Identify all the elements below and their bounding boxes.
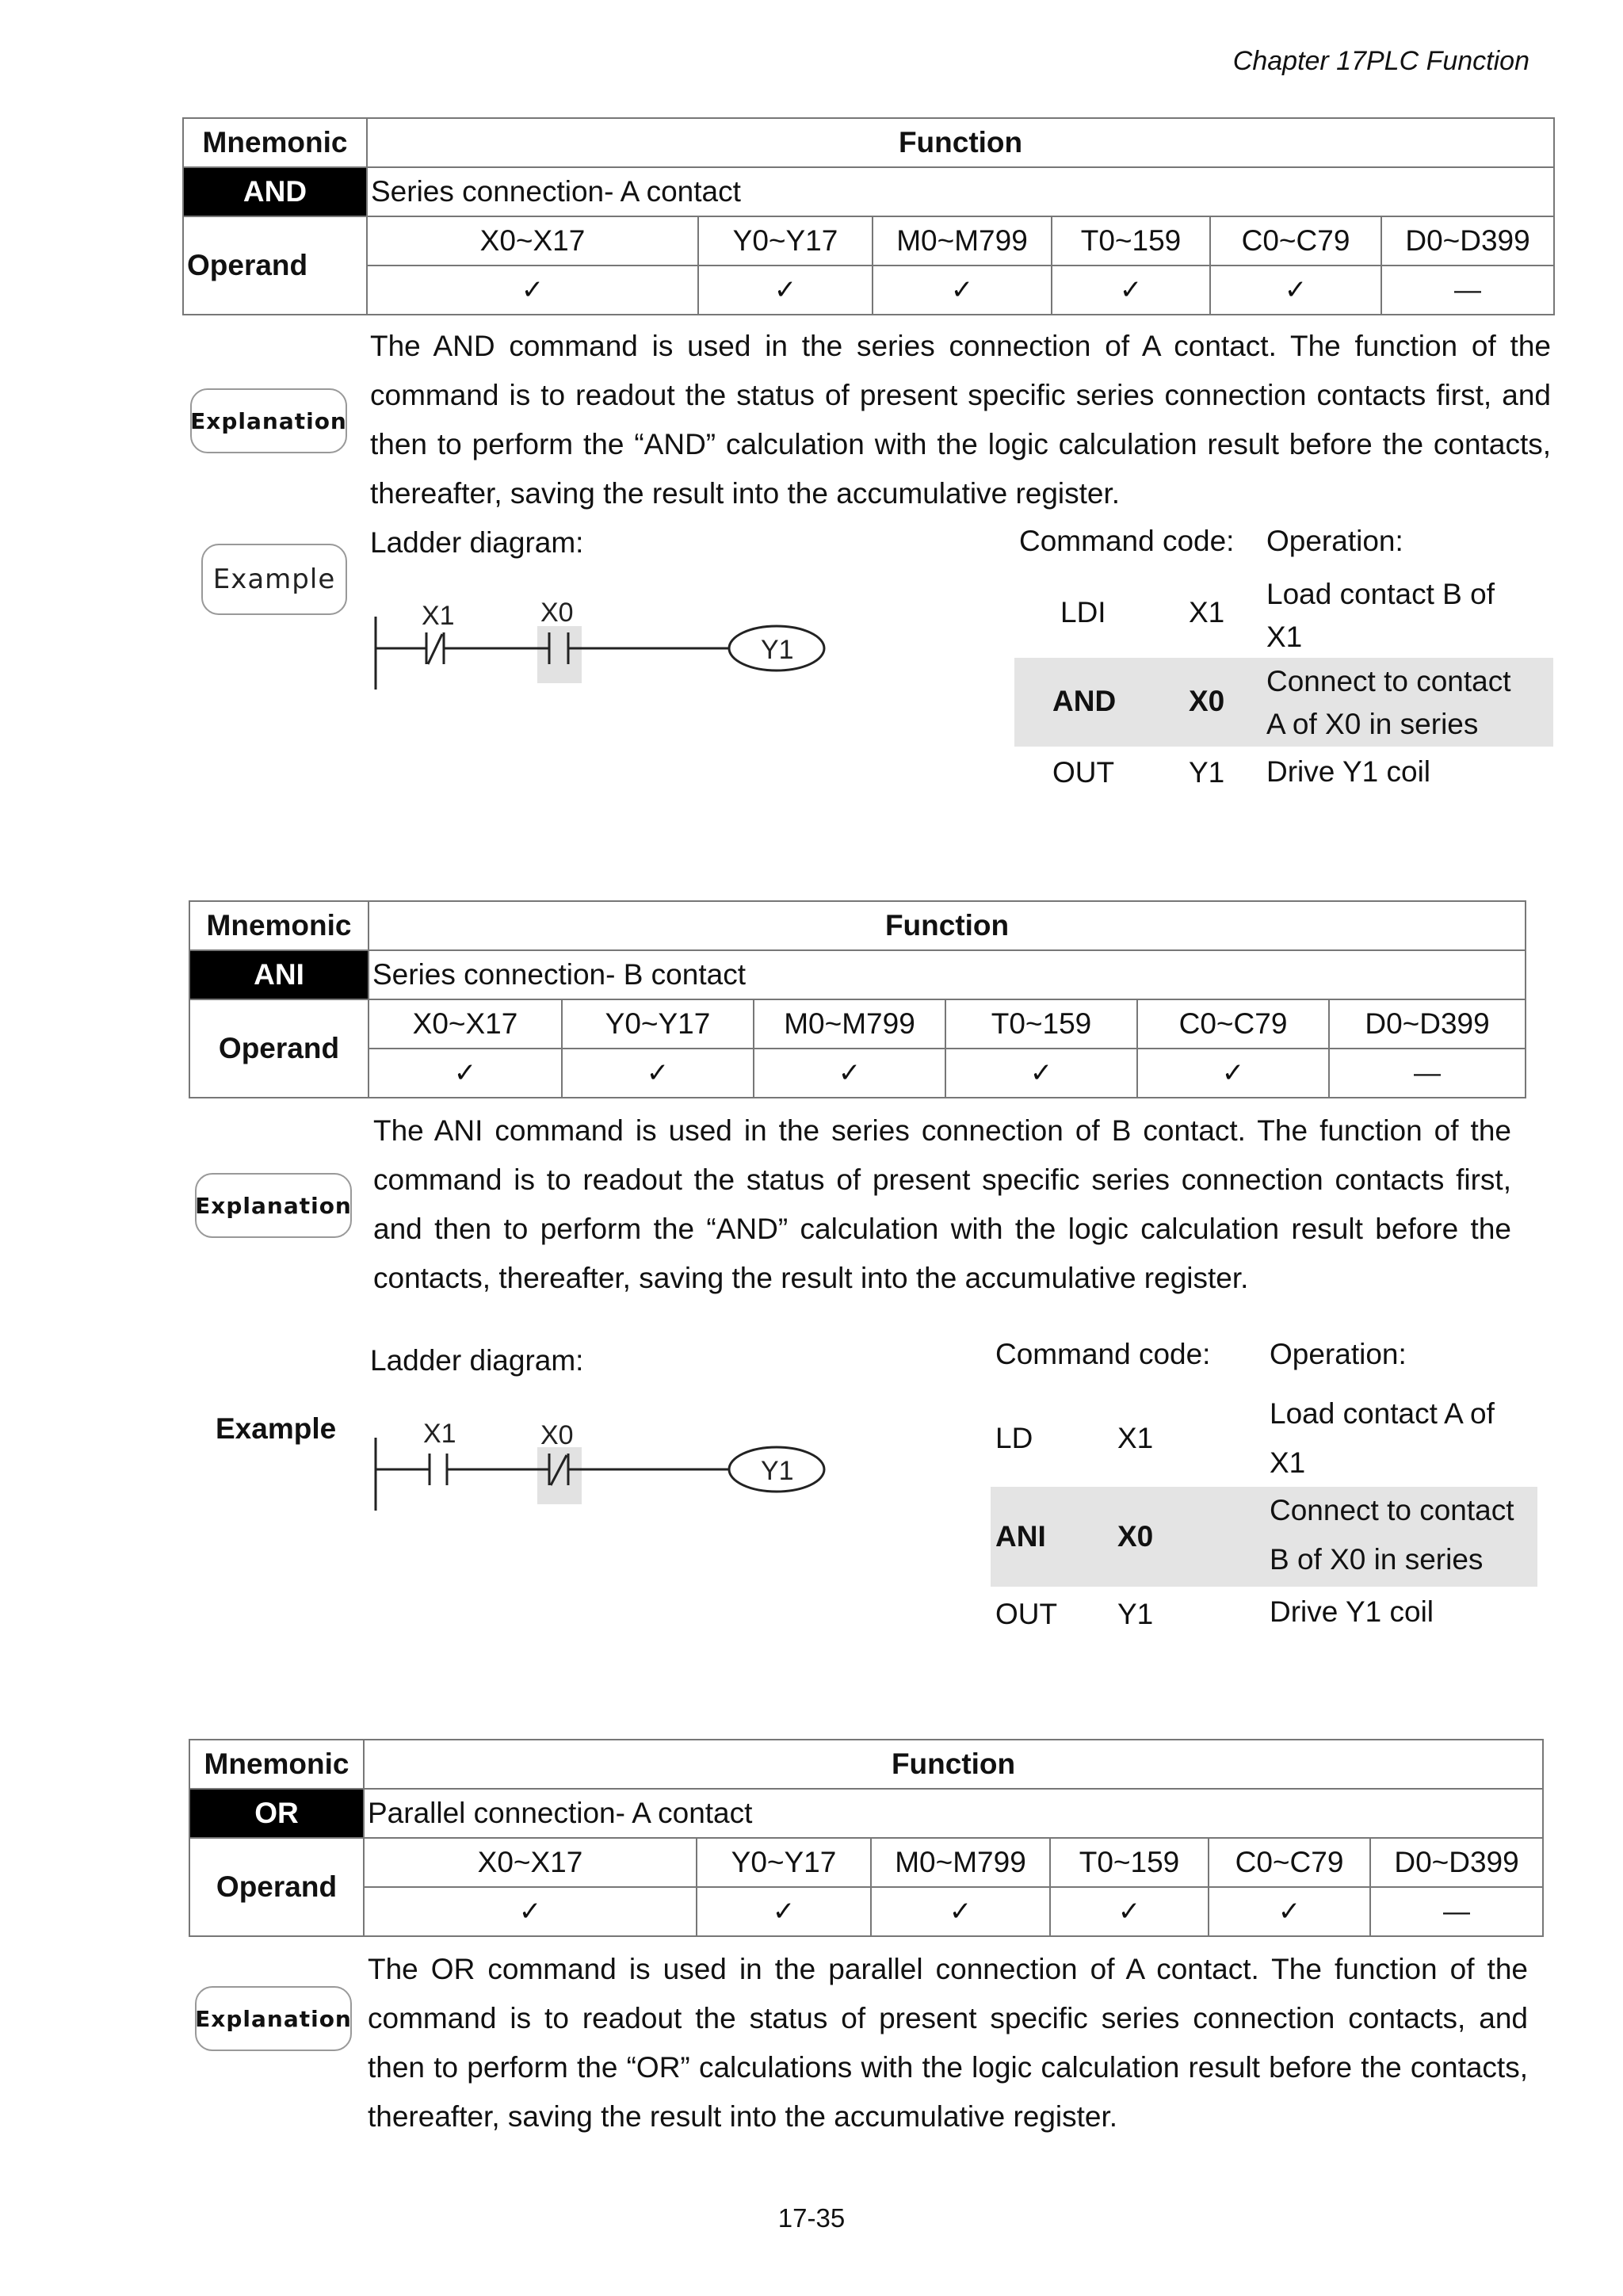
command-code: LDI xyxy=(1060,596,1106,628)
check-icon: ✓ xyxy=(873,266,1052,315)
check-icon: ✓ xyxy=(1137,1049,1329,1098)
or-spec-table xyxy=(189,1739,1544,1937)
command-device: Y1 xyxy=(1189,756,1225,789)
mnemonic-header: Mnemonic xyxy=(183,118,367,167)
operand-col: X0~X17 xyxy=(367,216,698,266)
operand-col: C0~C79 xyxy=(1210,216,1381,266)
dash-icon: — xyxy=(1329,1049,1526,1098)
example-badge: Example xyxy=(201,544,347,615)
highlight-box xyxy=(537,1447,582,1504)
command-row xyxy=(1014,572,1553,658)
operand-col: M0~M799 xyxy=(754,999,945,1049)
coil-label: Y1 xyxy=(761,635,794,665)
command-operation: B of X0 in series xyxy=(1270,1543,1484,1576)
check-icon: ✓ xyxy=(1210,266,1381,315)
contact-label: X1 xyxy=(422,601,455,631)
operation-header: Operation: xyxy=(1270,1338,1407,1370)
contact-label: X0 xyxy=(540,598,574,628)
mnemonic-and: AND xyxy=(183,167,367,216)
operand-col: X0~X17 xyxy=(369,999,562,1049)
operand-col: D0~D399 xyxy=(1329,999,1526,1049)
check-icon: ✓ xyxy=(369,1049,562,1098)
check-icon: ✓ xyxy=(562,1049,754,1098)
command-operation: Load contact A of xyxy=(1270,1397,1495,1430)
mnemonic-header: Mnemonic xyxy=(189,1740,364,1789)
operand-col: M0~M799 xyxy=(871,1838,1050,1887)
operand-col: D0~D399 xyxy=(1370,1838,1543,1887)
command-device: X1 xyxy=(1117,1422,1154,1454)
operation-header: Operation: xyxy=(1266,525,1403,557)
command-device: X1 xyxy=(1189,596,1225,628)
command-row xyxy=(991,1392,1537,1487)
operand-col: Y0~Y17 xyxy=(697,1838,871,1887)
ani-command-table xyxy=(991,1338,1537,1639)
explanation-text: The ANI command is used in the series connection of B contact. The function of the command is to readout the status of present specific series connection contacts first, and then to perform the “AND” calculation with the logic calculation result before the contacts, thereafter, saving the result into the accumulative register. xyxy=(373,1114,1511,1294)
function-description: Series connection- A contact xyxy=(367,167,1554,216)
command-device: X0 xyxy=(1189,685,1225,717)
check-icon: ✓ xyxy=(945,1049,1137,1098)
explanation-text: The AND command is used in the series connection of A contact. The function of the command is to readout the status of present specific series connection contacts first, and then to perform the “AND” calculation with the logic calculation result before the contacts, thereafter, saving the result into the accumulative register. xyxy=(370,330,1551,510)
command-row xyxy=(991,1588,1537,1636)
ladder-diagram-label: Ladder diagram: xyxy=(370,1344,584,1377)
command-operation: Connect to contact xyxy=(1266,665,1511,697)
explanation-badge: Explanation xyxy=(195,1986,352,2051)
command-row xyxy=(1014,748,1553,794)
function-header: Function xyxy=(364,1740,1543,1789)
check-icon: ✓ xyxy=(1050,1887,1209,1936)
operand-label: Operand xyxy=(183,216,367,315)
check-icon: ✓ xyxy=(1209,1887,1370,1936)
nc-slash xyxy=(428,634,442,664)
mnemonic-header: Mnemonic xyxy=(189,901,369,950)
command-code-header: Command code: xyxy=(1019,525,1235,557)
and-spec-table xyxy=(182,117,1555,315)
coil-label: Y1 xyxy=(761,1456,794,1486)
and-command-table xyxy=(1014,525,1553,794)
contact-label: X0 xyxy=(540,1420,574,1450)
mnemonic-or: OR xyxy=(189,1789,364,1838)
check-icon: ✓ xyxy=(364,1887,697,1936)
command-row-highlighted xyxy=(991,1487,1537,1587)
operand-label: Operand xyxy=(189,1838,364,1936)
command-operation: Connect to contact xyxy=(1270,1494,1514,1526)
operand-col: D0~D399 xyxy=(1381,216,1554,266)
ani-ladder-diagram xyxy=(365,1406,840,1517)
operand-col: Y0~Y17 xyxy=(698,216,873,266)
operand-col: T0~159 xyxy=(1052,216,1210,266)
page-number: 17-35 xyxy=(777,2203,846,2233)
operand-col: C0~C79 xyxy=(1137,999,1329,1049)
contact-label: X1 xyxy=(423,1419,456,1449)
explanation-badge: Explanation xyxy=(195,1173,352,1238)
check-icon: ✓ xyxy=(697,1887,871,1936)
explanation-badge: Explanation xyxy=(190,388,347,453)
ani-spec-table xyxy=(189,900,1526,1098)
command-row-highlighted xyxy=(1014,658,1553,747)
operand-col: X0~X17 xyxy=(364,1838,697,1887)
operand-col: T0~159 xyxy=(945,999,1137,1049)
dash-icon: — xyxy=(1370,1887,1543,1936)
command-code: LD xyxy=(995,1422,1033,1454)
and-ladder-diagram xyxy=(365,586,840,697)
command-code: OUT xyxy=(995,1598,1058,1630)
check-icon: ✓ xyxy=(698,266,873,315)
command-device: X0 xyxy=(1117,1520,1154,1553)
explanation-text: The OR command is used in the parallel connection of A contact. The function of the command is to readout the status of present specific series connection contacts, and then to perform the “OR” calculations with the logic calculation result before the contacts, thereafter, saving the result into the accumulative register. xyxy=(368,1953,1528,2133)
operand-col: T0~159 xyxy=(1050,1838,1209,1887)
function-description: Series connection- B contact xyxy=(369,950,1526,999)
check-icon: ✓ xyxy=(754,1049,945,1098)
command-operation: X1 xyxy=(1266,621,1303,653)
command-code: OUT xyxy=(1052,756,1115,789)
check-icon: ✓ xyxy=(871,1887,1050,1936)
check-icon: ✓ xyxy=(367,266,698,315)
operand-col: C0~C79 xyxy=(1209,1838,1370,1887)
example-label: Example xyxy=(216,1412,337,1445)
command-operation: Load contact B of xyxy=(1266,578,1495,610)
operand-col: M0~M799 xyxy=(873,216,1052,266)
command-operation: A of X0 in series xyxy=(1266,708,1479,740)
check-icon: ✓ xyxy=(1052,266,1210,315)
function-header: Function xyxy=(369,901,1526,950)
function-description: Parallel connection- A contact xyxy=(364,1789,1543,1838)
command-operation: Drive Y1 coil xyxy=(1266,755,1431,788)
ladder-diagram-label: Ladder diagram: xyxy=(370,526,584,559)
command-operation: Drive Y1 coil xyxy=(1270,1595,1434,1628)
highlight-box xyxy=(537,626,582,683)
dash-icon: — xyxy=(1381,266,1554,315)
command-code-header: Command code: xyxy=(995,1338,1211,1370)
operand-label: Operand xyxy=(189,999,369,1098)
command-code: AND xyxy=(1052,685,1117,717)
command-operation: X1 xyxy=(1270,1446,1306,1479)
page-header: Chapter 17PLC Function xyxy=(1232,46,1529,76)
operand-col: Y0~Y17 xyxy=(562,999,754,1049)
command-device: Y1 xyxy=(1117,1598,1154,1630)
mnemonic-ani: ANI xyxy=(189,950,369,999)
function-header: Function xyxy=(367,118,1554,167)
command-code: ANI xyxy=(995,1520,1046,1553)
